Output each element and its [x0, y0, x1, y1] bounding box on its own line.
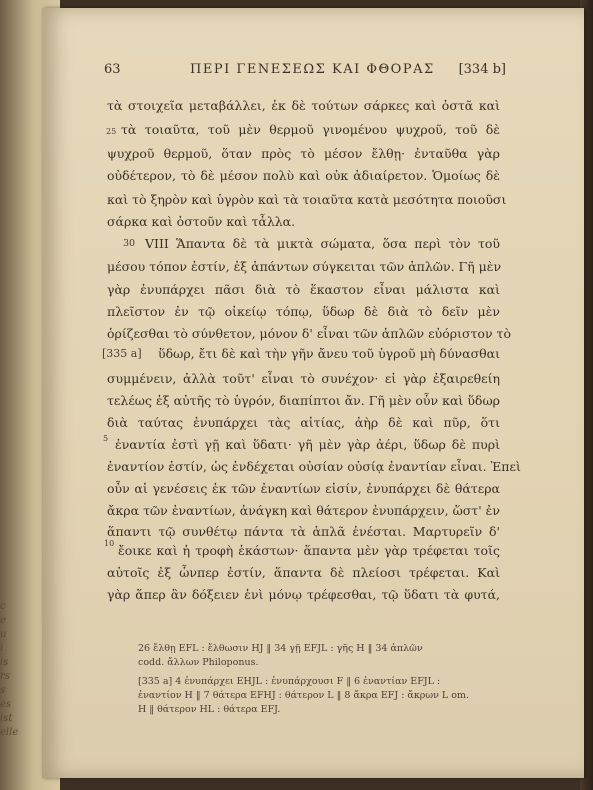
page-number: 63 — [104, 62, 121, 77]
text-line: πλεῖστον ἐν τῷ οἰκείῳ τόπῳ, ὕδωρ δὲ διὰ τὸ δεῖν μὲν — [107, 304, 500, 319]
text-line: οὐδέτερον, τὸ δὲ μέσον πολὺ καὶ οὐκ ἀδιαίρετον. Ὁμοίως δὲ — [107, 168, 500, 183]
line-number-25: 25 — [106, 127, 117, 136]
footnote-line: H ‖ θάτερον HL : θάτερα EFJ. — [138, 704, 281, 715]
edge-fragment: c — [0, 601, 6, 612]
bekker-reference: [334 b] — [458, 62, 506, 77]
text-line: γὰρ ἅπερ ἂν δόξειεν ἑνὶ μόνῳ τρέφεσθαι, τῷ ὕδατι τὰ φυτά, — [107, 587, 500, 602]
footnote-line: [335 a] 4 ἐνυπάρχει EHJL : ἐνυπάρχουσι F ‖ 6 ἐναντίαν EFJL : — [138, 676, 441, 687]
previous-page-text-fragments — [0, 600, 18, 740]
edge-fragment: u — [0, 629, 7, 640]
bekker-reference-335a: [335 a] — [102, 347, 142, 360]
footnote-line: codd. ἄλλων Philoponus. — [138, 657, 259, 668]
text-line: ὁρίζεσθαι τὸ σύνθετον, μόνον δ' εἶναι τῶν ἁπλῶν εὐόριστον τὸ — [107, 326, 511, 341]
edge-fragment: s — [0, 685, 6, 696]
edge-fragment: e — [0, 615, 6, 626]
edge-fragment: elle — [0, 727, 18, 738]
text-line: ὕδωρ, ἔτι δὲ καὶ τὴν γῆν ἄνευ τοῦ ὑγροῦ μὴ δύνασθαι — [158, 346, 500, 361]
running-title: ΠΕΡΙ ΓΕΝΕΣΕΩΣ ΚΑΙ ΦΘΟΡΑΣ — [190, 62, 435, 77]
edge-fragment: es — [0, 699, 12, 710]
footnote-line: ἐναντίον H ‖ 7 θάτερα EFHJ : θάτερον L ‖ 8 ἄκρα EFJ : ἄκρων L om. — [138, 690, 469, 701]
line-number-10: 10 — [104, 539, 115, 548]
text-line: ψυχροῦ θερμοῦ, ὅταν πρὸς τὸ μέσον ἔλθῃ· ἐνταῦθα γὰρ — [107, 146, 500, 161]
text-line: ἐναντία ἐστὶ γῇ καὶ ὕδατι· γῆ μὲν γὰρ ἀέρι, ὕδωρ δὲ πυρὶ — [115, 437, 500, 452]
text-line: ἄκρα τῶν ἐναντίων, ἀνάγκη καὶ θάτερον ἐνυπάρχειν, ὥστ' ἐν — [107, 503, 500, 518]
text-line: συμμένειν, ἀλλὰ τοῦτ' εἶναι τὸ συνέχον· εἰ γὰρ ἐξαιρεθείη — [107, 371, 500, 386]
text-line: οὖν αἱ γενέσεις ἐκ τῶν ἐναντίων εἰσίν, ἐνυπάρχει δὲ θάτερα — [107, 481, 500, 496]
edge-fragment: is — [0, 657, 9, 668]
line-number-5: 5 — [103, 434, 109, 443]
edge-fragment: ist — [0, 713, 13, 724]
edge-fragment: rs — [0, 671, 10, 682]
footnote-line: 26 ἔλθῃ EFL : ἔλθωσιν HJ ‖ 34 γῇ EFJL : γῆς H ‖ 34 ἁπλῶν — [138, 643, 423, 654]
text-line: τελέως ἐξ αὐτῆς τὸ ὑγρόν, διαπίπτοι ἄν. Γῆ μὲν οὖν καὶ ὕδωρ — [107, 393, 500, 408]
text-line: ἅπαντι τῷ συνθέτῳ πάντα τὰ ἁπλᾶ ἐνέσται. Μαρτυρεῖν δ' — [107, 524, 500, 539]
text-line: ἐναντίον ἐστίν, ὡς ἐνδέχεται οὐσίαν οὐσίᾳ ἐναντίαν εἶναι. Ἐπεὶ — [107, 459, 521, 474]
text-line: τὰ στοιχεῖα μεταβάλλει, ἐκ δὲ τούτων σάρκες καὶ ὀστᾶ καὶ — [107, 98, 500, 113]
edge-fragment: i — [0, 643, 4, 654]
text-line: γὰρ ἐνυπάρχει πᾶσι διὰ τὸ ἕκαστον εἶναι μάλιστα καὶ — [107, 282, 500, 297]
text-line: αὐτοῖς ἐξ ὧνπερ ἐστίν, ἅπαντα δὲ πλείοσι τρέφεται. Καὶ — [107, 565, 500, 580]
text-line: μέσου τόπον ἐστίν, ἐξ ἁπάντων σύγκειται τῶν ἁπλῶν. Γῆ μὲν — [107, 259, 502, 274]
running-header — [104, 62, 506, 82]
line-number-30: 30 — [123, 238, 136, 249]
text-line: VIII Ἅπαντα δὲ τὰ μικτὰ σώματα, ὅσα περὶ τὸν τοῦ — [145, 236, 500, 251]
text-line: ἔοικε καὶ ἡ τροφὴ ἑκάστων· ἅπαντα μὲν γὰρ τρέφεται τοῖς — [118, 543, 500, 558]
text-line: καὶ τὸ ξηρὸν καὶ ὑγρὸν καὶ τὰ τοιαῦτα κατὰ μεσότητα ποιοῦσι — [107, 192, 507, 207]
text-line: σάρκα καὶ ὀστοῦν καὶ τἆλλα. — [107, 214, 296, 229]
text-line: διὰ ταύτας ἐνυπάρχει τὰς αἰτίας, ἀὴρ δὲ καὶ πῦρ, ὅτι — [107, 415, 500, 430]
text-line: τὰ τοιαῦτα, τοῦ μὲν θερμοῦ γινομένου ψυχροῦ, τοῦ δὲ — [121, 122, 500, 137]
